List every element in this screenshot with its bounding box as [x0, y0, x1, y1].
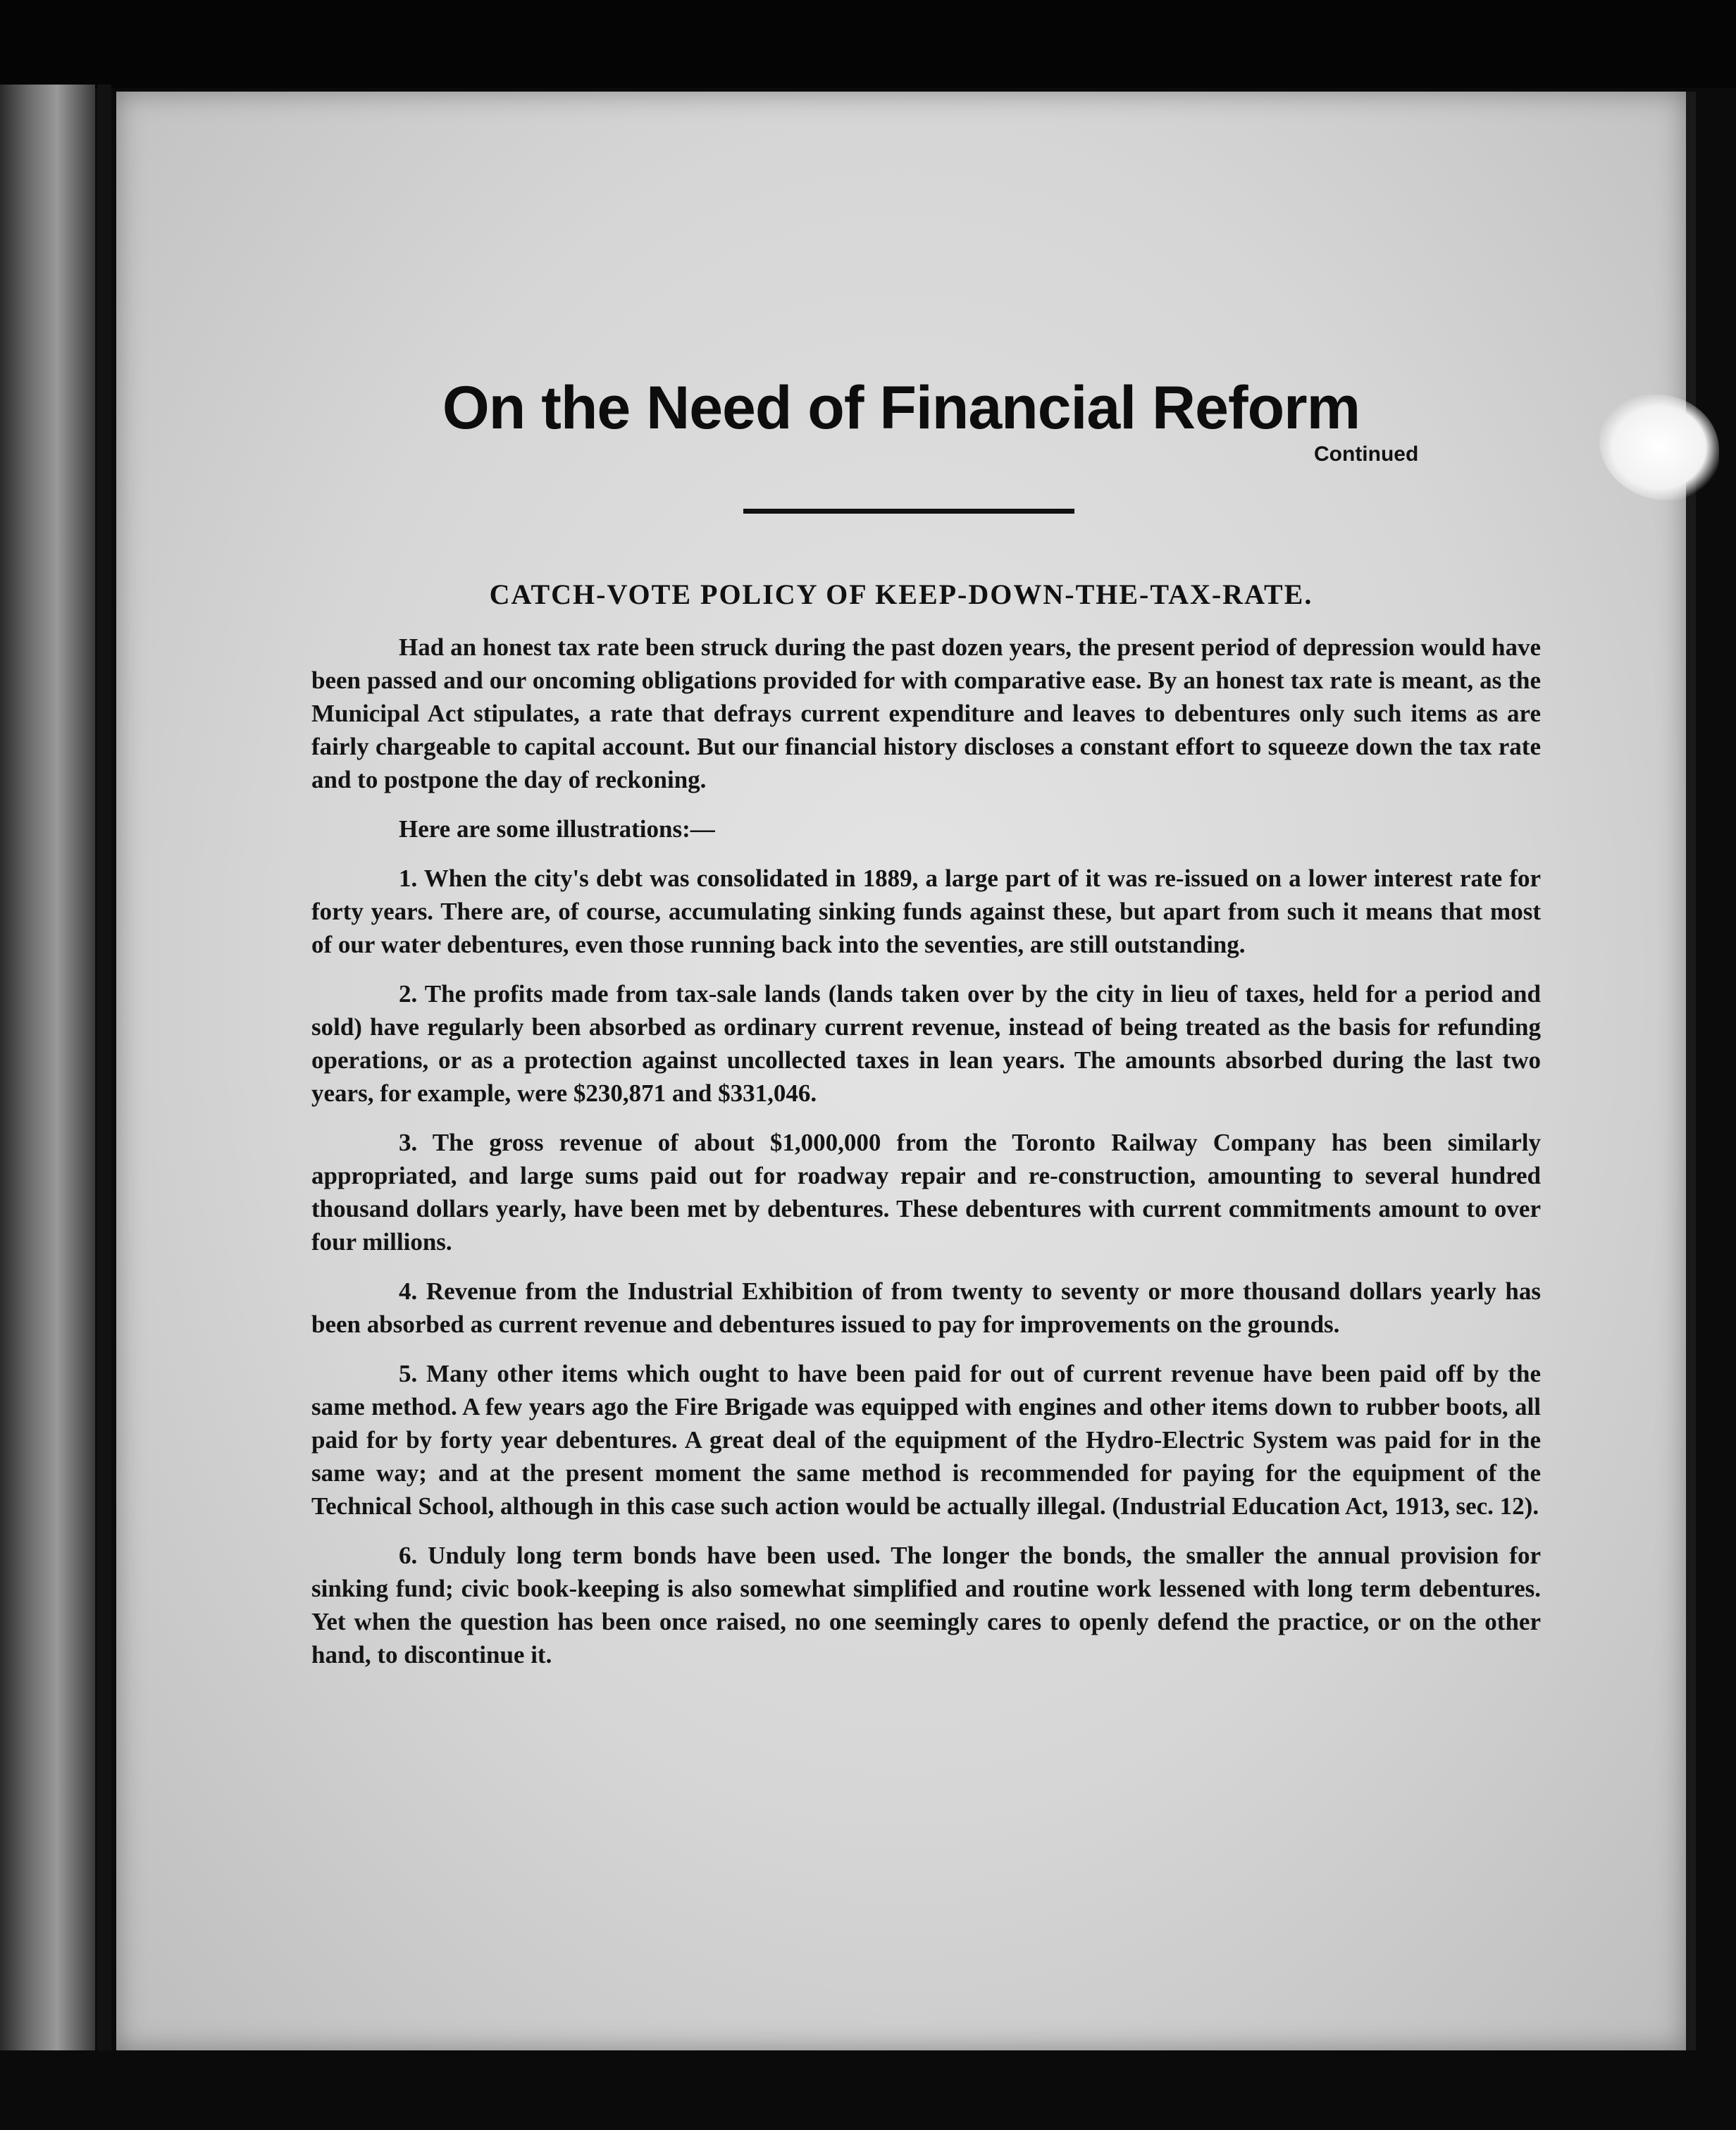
title-continued-label: Continued	[1314, 442, 1419, 466]
document-page	[116, 92, 1686, 2050]
paragraph-item-1: 1. When the city's debt was consolidated in 1889, a large part of it was re-issued on a lower interest rate for forty years. There are, of course, accumulating sinking funds against these, but apart from such it means that most of our water debentures, even those running back into the seventies, are still outstanding.	[311, 865, 1541, 958]
body-text	[311, 631, 1541, 1688]
gutter-shadow	[97, 85, 111, 2050]
paragraph-illustrations-lead: Here are some illustrations:—	[399, 815, 715, 843]
paragraph-item-2: 2. The profits made from tax-sale lands (lands taken over by the city in lieu of taxes, held for a period and sold) have regularly been absorbed as ordinary current revenue, instead of being treated as the basis for refunding operations, or as a protection against uncollected taxes in lean years. The amounts absorbed during the last two years, for example, were $230,871 and $331,046.	[311, 980, 1541, 1107]
facing-page-edge	[0, 85, 95, 2050]
paragraph-item-6: 6. Unduly long term bonds have been used. The longer the bonds, the smaller the annual provision for sinking fund; civic book-keeping is also somewhat simplified and routine work lessened with long term debentures. Yet when the question has been once raised, no one seemingly cares to openly defend the practice, or on the other hand, to discontinue it.	[311, 1542, 1541, 1668]
paragraph-item-4: 4. Revenue from the Industrial Exhibition of from twenty to seventy or more thousand dollars yearly has been absorbed as current revenue and debentures issued to pay for improvements on the grounds.	[311, 1277, 1541, 1338]
page-right-edge	[1686, 92, 1696, 2050]
page-title: On the Need of Financial Reform	[442, 374, 1360, 442]
section-heading: CATCH-VOTE POLICY OF KEEP-DOWN-THE-TAX-RATE.	[489, 578, 1313, 610]
title-divider	[743, 509, 1074, 514]
scan-top-border	[0, 0, 1736, 88]
paragraph-item-3: 3. The gross revenue of about $1,000,000 from the Toronto Railway Company has been similarly appropriated, and large sums paid out for roadway repair and re-construction, amounting to several hundred thousand dollars yearly, have been met by debentures. These debentures with current commitments amount to over four millions.	[311, 1129, 1541, 1256]
paragraph-intro: Had an honest tax rate been struck during the past dozen years, the present period of depression would have been passed and our oncoming obligations provided for with comparative ease. By an honest tax rate is meant, as the Municipal Act stipulates, a rate that defrays current expenditure and leaves to debentures only such items as are fairly chargeable to capital account. But our financial history discloses a constant effort to squeeze down the tax rate and to postpone the day of reckoning.	[311, 633, 1541, 793]
paragraph-item-5: 5. Many other items which ought to have been paid for out of current revenue have been paid off by the same method. A few years ago the Fire Brigade was equipped with engines and other items down to rubber boots, all paid for by forty year debentures. A great deal of the equipment of the Hydro-Electric System was paid for in the same way; and at the present moment the same method is recommended for paying for the equipment of the Technical School, although in this case such action would be actually illegal. (Industrial Education Act, 1913, sec. 12).	[311, 1360, 1541, 1520]
